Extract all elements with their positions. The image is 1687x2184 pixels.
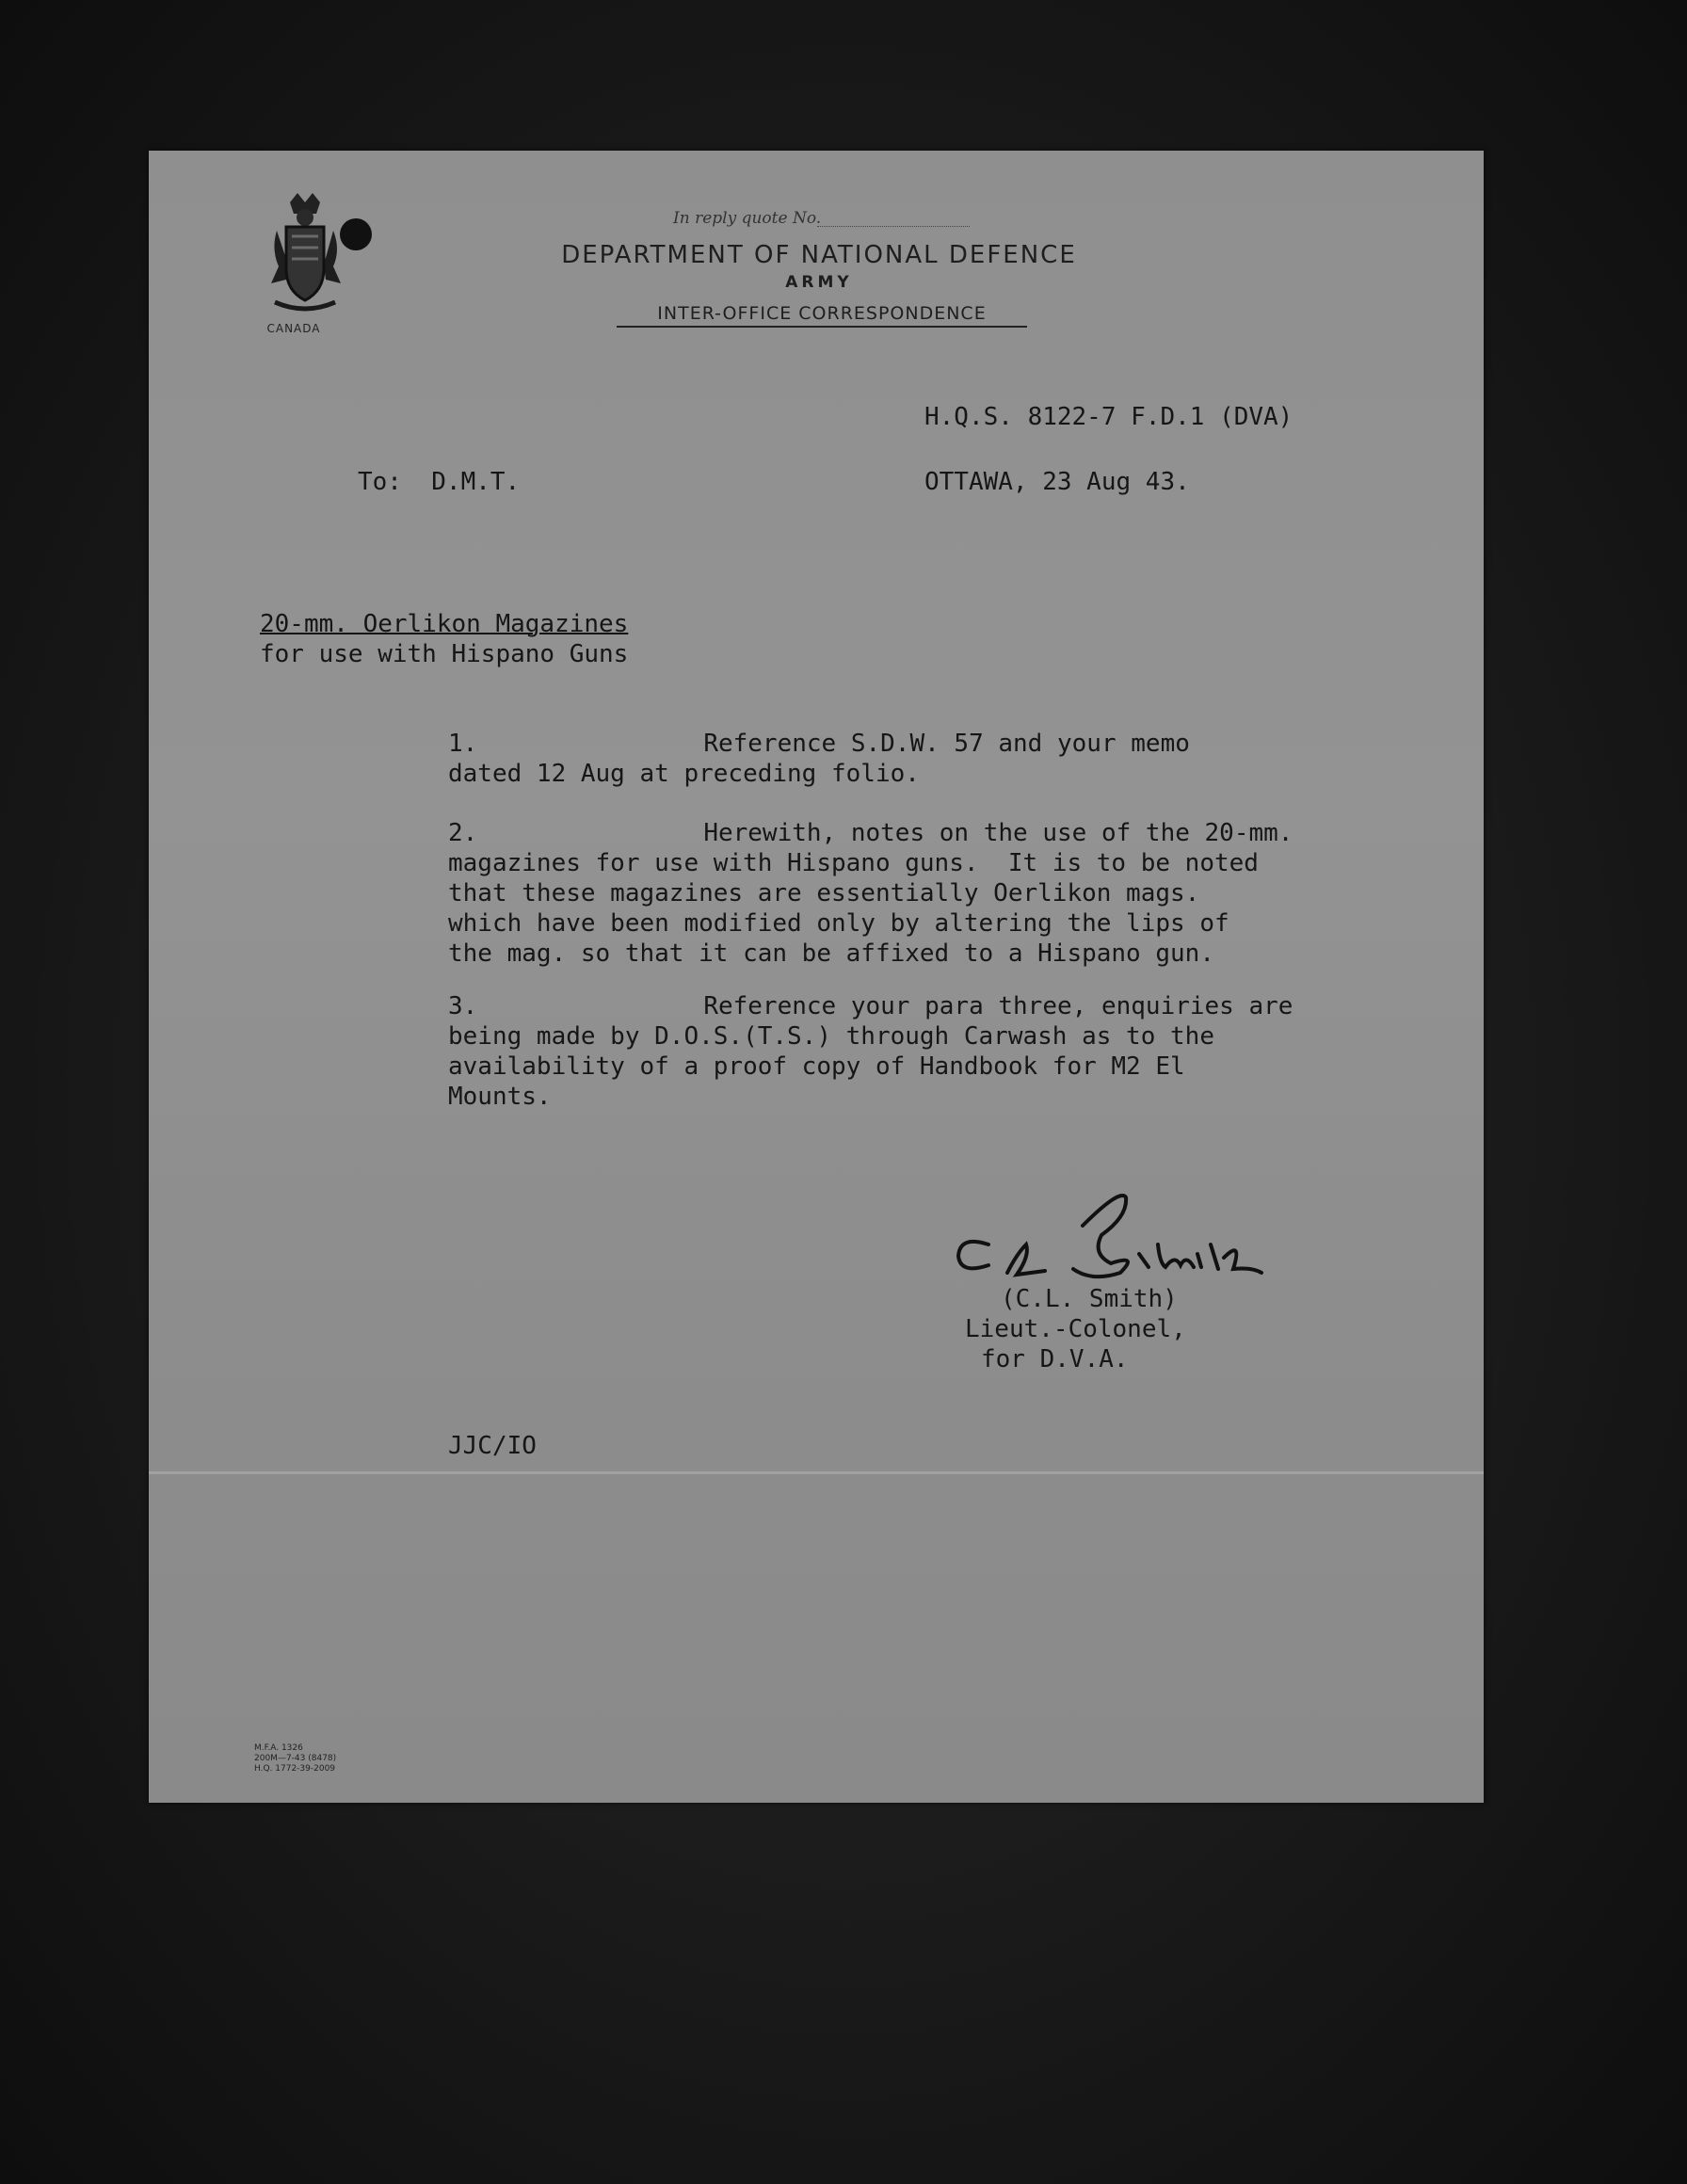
place-date: OTTAWA, 23 Aug 43.	[924, 468, 1190, 496]
paragraph-1	[448, 729, 1390, 789]
crest-caption: CANADA	[266, 322, 321, 335]
paragraph-line: being made by D.O.S.(T.S.) through Carwash as to the	[448, 1022, 1214, 1051]
signatory-name: (C.L. Smith)	[1001, 1285, 1178, 1313]
canada-crest-icon	[243, 193, 375, 334]
recipient: To: D.M.T.	[358, 468, 521, 496]
paragraph-number: 1.	[448, 730, 478, 758]
file-reference: H.Q.S. 8122-7 F.D.1 (DVA)	[924, 403, 1293, 431]
print-code	[254, 1743, 386, 1774]
memo-page	[149, 151, 1484, 1803]
signatory-rank: Lieut.-Colonel,	[965, 1315, 1186, 1343]
paragraph-first-line: Herewith, notes on the use of the 20-mm.	[703, 819, 1293, 847]
print-code-line: M.F.A. 1326	[254, 1743, 303, 1753]
paragraph-line: Mounts.	[448, 1083, 552, 1111]
paragraph-line: which have been modified only by altering the lips of	[448, 909, 1229, 938]
paragraph-first-line: Reference S.D.W. 57 and your memo	[703, 730, 1190, 758]
paragraph-line: the mag. so that it can be affixed to a Hispano gun.	[448, 939, 1214, 968]
paragraph-first-line: Reference your para three, enquiries are	[703, 992, 1293, 1020]
reply-quote-label: In reply quote No.	[673, 209, 822, 228]
subject-line-2: for use with Hispano Guns	[260, 640, 629, 668]
handwritten-signature	[951, 1188, 1271, 1292]
paragraph-line: dated 12 Aug at preceding folio.	[448, 760, 920, 788]
reference-initials: JJC/IO	[448, 1432, 537, 1460]
paragraph-line: availability of a proof copy of Handbook for M2 El	[448, 1052, 1185, 1081]
form-type-title: INTER-OFFICE CORRESPONDENCE	[617, 303, 1027, 328]
print-code-line: H.Q. 1772-39-2009	[254, 1764, 336, 1774]
reply-quote-blank	[817, 226, 970, 227]
paragraph-line: magazines for use with Hispano guns. It is to be noted	[448, 849, 1259, 877]
paragraph-line: that these magazines are essentially Oerlikon mags.	[448, 879, 1200, 907]
paragraph-3	[448, 991, 1390, 1112]
print-code-line: 200M—7-43 (8478)	[254, 1754, 337, 1763]
paragraph-number: 2.	[448, 819, 478, 847]
paragraph-number: 3.	[448, 992, 478, 1020]
signatory-for: for D.V.A.	[981, 1345, 1129, 1373]
subject-line-1: 20-mm. Oerlikon Magazines	[260, 610, 629, 638]
branch-title: ARMY	[785, 273, 853, 292]
department-title: DEPARTMENT OF NATIONAL DEFENCE	[561, 241, 1077, 269]
page-fold-line	[149, 1471, 1484, 1474]
paragraph-2	[448, 818, 1390, 969]
